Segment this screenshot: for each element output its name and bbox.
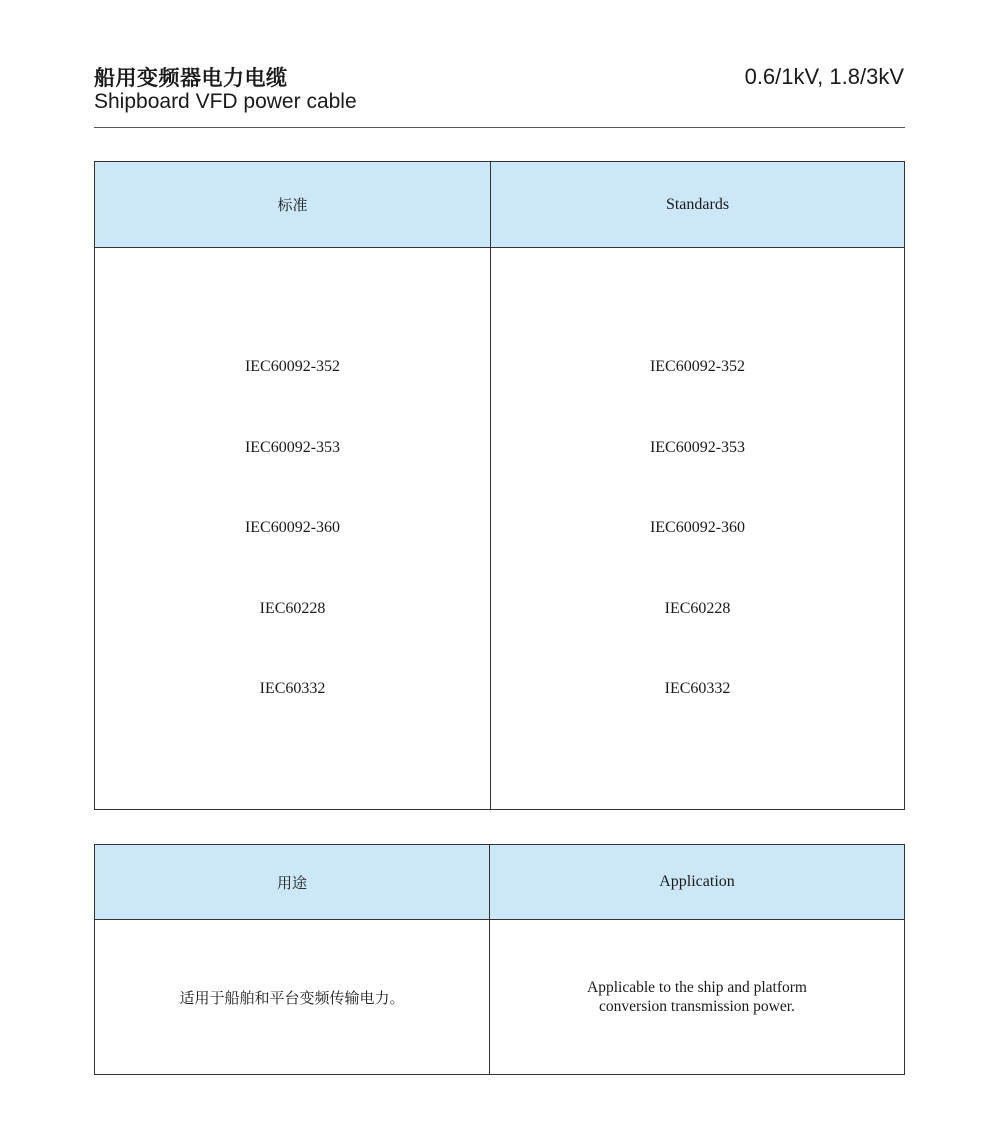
page-title-en: Shipboard VFD power cable xyxy=(94,90,357,113)
standards-list-en xyxy=(491,327,904,730)
standards-body-row xyxy=(95,248,905,810)
application-text-en-line: conversion transmission power. xyxy=(599,998,795,1015)
standards-header-en: Standards xyxy=(491,162,905,248)
application-header-cn: 用途 xyxy=(95,845,490,920)
application-text-en xyxy=(490,920,905,1075)
standards-cell-cn xyxy=(95,248,491,810)
standards-header-cn: 标准 xyxy=(95,162,491,248)
standard-item: IEC60092-353 xyxy=(244,438,341,456)
standard-item: IEC60332 xyxy=(664,680,731,698)
application-text-cn: 适用于船舶和平台变频传输电力。 xyxy=(95,920,490,1075)
voltage-rating: 0.6/1kV, 1.8/3kV xyxy=(744,64,904,89)
page-title-cn: 船用变频器电力电缆 xyxy=(94,66,288,90)
standards-list-cn xyxy=(95,327,490,730)
standard-item: IEC60092-352 xyxy=(649,358,746,376)
application-text-en-line: Applicable to the ship and platform xyxy=(587,979,807,996)
standard-item: IEC60092-353 xyxy=(649,438,746,456)
application-table xyxy=(94,844,905,1075)
standards-table xyxy=(94,161,905,810)
standard-item: IEC60092-360 xyxy=(649,519,746,537)
application-header-en: Application xyxy=(490,845,905,920)
header-divider xyxy=(94,127,905,128)
standards-header-row xyxy=(95,162,905,248)
application-header-row xyxy=(95,845,905,920)
standard-item: IEC60332 xyxy=(259,680,326,698)
standard-item: IEC60228 xyxy=(664,599,731,617)
standard-item: IEC60092-360 xyxy=(244,519,341,537)
standards-cell-en xyxy=(491,248,905,810)
standard-item: IEC60228 xyxy=(259,599,326,617)
standard-item: IEC60092-352 xyxy=(244,358,341,376)
application-body-row xyxy=(95,920,905,1075)
